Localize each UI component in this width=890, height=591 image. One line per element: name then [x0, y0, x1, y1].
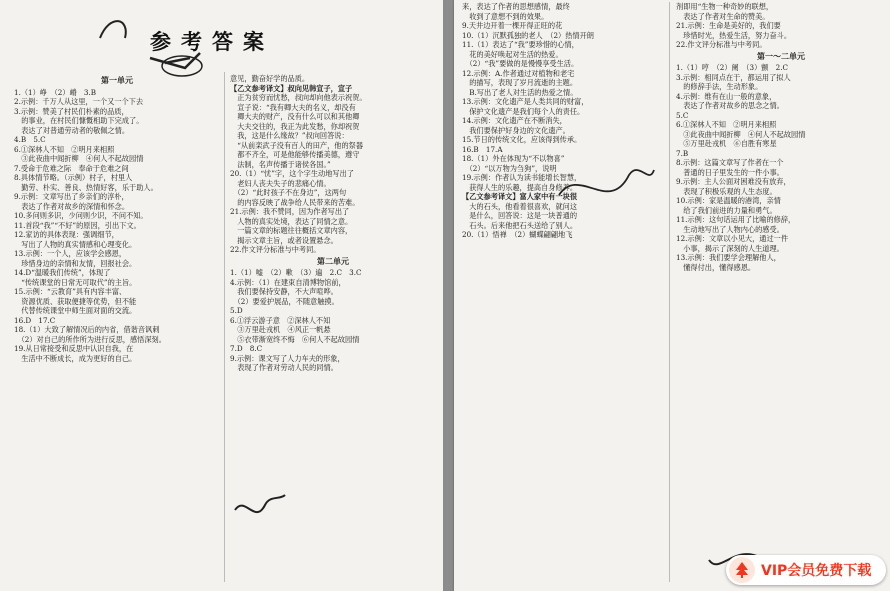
- answer-line: 是什么，回答说：这是一块普通的: [462, 211, 578, 220]
- answer-line: 12.示例：文章以小见大，通过一件: [676, 234, 789, 243]
- answer-line: 3.示例：相同点在于，都运用了拟人: [676, 72, 791, 82]
- answer-line: 一篇文章的标题往往概括文章内容，: [230, 226, 353, 235]
- answer-line: 9.示例：主人公面对困难没有放弃，: [676, 177, 791, 186]
- section-heading: 第二单元: [317, 256, 349, 266]
- document-page-right: [454, 0, 890, 591]
- answer-line: 写出了人物的真实情感和心理变化。: [14, 239, 137, 249]
- answer-line: 2.示例：千万人从这里，一个又一个下去: [14, 97, 144, 106]
- answer-line: 表达了对普通劳动者的敬佩之情。: [14, 125, 130, 135]
- answer-line: 勤劳、朴实、善良、热情好客，乐于助人。: [14, 182, 158, 192]
- answer-line: 13.示例：一个人，应该学会感恩，: [14, 249, 127, 258]
- answer-line: 我，这是什么缘故？”叔向回答说：: [230, 131, 349, 140]
- answer-line: 表达了作者对生命的赞美。: [676, 11, 770, 21]
- answer-line: 12.示例：A.作者通过对植物和老宅: [462, 68, 575, 78]
- answer-line: 6.①深林人不知 ②明月来相照: [676, 120, 777, 129]
- answer-line: 19.从日常接受和反思中认识自我，在: [14, 344, 134, 353]
- answer-line: 22.作文评分标准与中考同。: [230, 245, 321, 254]
- answer-line: “传统课堂的日常无可取代”的主旨。: [14, 277, 137, 287]
- answer-line: 普通的日子里发生的一件小事。: [676, 167, 784, 177]
- answer-line: 珍惜身边的亲情和友情，回报社会。: [14, 258, 137, 268]
- answer-line: 22.作文评分标准与中考同。: [676, 40, 767, 49]
- answer-line: 石头。后来他把石头送给了别人。: [462, 220, 578, 230]
- answer-line: 19.示例：作者认为读书能增长智慧，: [462, 173, 582, 182]
- answer-line: 16.D 17.C: [14, 315, 56, 325]
- answer-line: B.写出了老人对生活的热爱之情。: [462, 87, 578, 97]
- answer-line: 代替传统课堂中师生面对面的交流。: [14, 306, 137, 315]
- answer-line: ③万里赴戎机 ④风正一帆悬: [230, 325, 331, 334]
- answer-line: （2）要爱护展品，不随意触摸。: [230, 296, 339, 306]
- answer-line: 15.节日的传统文化，应该得到传承。: [462, 135, 582, 144]
- answer-line: 保护文化遗产是我们每个人的责任。: [462, 106, 585, 116]
- answer-line: 表现了积极乐观的人生态度。: [676, 186, 777, 196]
- answer-line: 的描写，表现了岁月流逝的主题。: [462, 78, 578, 87]
- answer-line: （2）“我”要做的是慢慢享受生活。: [462, 59, 579, 68]
- answer-line: 都不齐全，可是他能够传播美德，遵守: [230, 150, 360, 159]
- answer-line: 正为贫穷而忧愁，叔向却向他表示祝贺。: [230, 93, 367, 102]
- answer-line: 8.示例：这篇文章写了作者在一个: [676, 158, 784, 167]
- answer-line: 20.（1）“忧”字，这个字生动地写出了: [230, 169, 354, 178]
- answer-line: 20.（1）悟禅 （2）蝴蝶翩翩地飞: [462, 230, 573, 239]
- section-heading: 第一单元: [101, 76, 133, 85]
- answer-line: 意见，勤奋好学的品质。: [230, 74, 310, 83]
- answer-line: 小事，揭示了深刻的人生道理。: [676, 243, 784, 253]
- answer-line: 4.示例：（1）在建束自清博物馆前，: [230, 277, 346, 287]
- answer-line: 6.①深林人不知 ②明月来相照: [14, 144, 115, 154]
- answer-line: 表现了作者对劳动人民的同情。: [230, 363, 338, 372]
- answer-line: 给了我们前进的力量和勇气。: [676, 205, 777, 215]
- answer-line: 7.B: [676, 148, 689, 158]
- answer-line: 花的美好唤起对生活的热爱。: [462, 49, 563, 59]
- answer-line: 剂即用“生物一种奇妙的联想，: [676, 2, 774, 11]
- page-gutter: [443, 0, 454, 591]
- answer-line: 11.首段“我”“不好”的原因，引出下文。: [14, 220, 141, 230]
- answer-line: 珍惜时光，热爱生活，努力奋斗。: [676, 30, 792, 40]
- answer-line: 的事业，在村民们慷慨相助下完成了。: [14, 116, 144, 125]
- answer-line: 14.D“温暖我们传统”，体现了: [14, 268, 111, 277]
- answer-line: 21.示例：生命是美好的，我们要: [676, 21, 781, 30]
- answer-line: 13.示例：我们要学会理解他人，: [676, 253, 781, 262]
- answer-line: 来，表达了作者的思想感情，最终: [462, 2, 570, 11]
- answer-line: 15.示例：“云教育”具有内容丰富、: [14, 287, 127, 296]
- answer-line: 7.D 8.C: [230, 344, 263, 353]
- answer-column-left-2: [230, 74, 436, 586]
- answer-line: 【乙文参考译文】叔向见韩宣子，宣子: [230, 83, 353, 93]
- answer-line: 【乙文参考译文】富人家中有一块很: [462, 192, 578, 201]
- answer-line: “从前栾武子没有百人的田产，他的祭器: [230, 140, 364, 150]
- answer-line: 卿大夫的财产，没有什么可以和其他卿: [230, 112, 360, 121]
- answer-line: 我们要保持安静，不大声喧哗。: [230, 287, 338, 296]
- answer-line: 16.B 17.A: [462, 144, 503, 154]
- answer-line: 1.（1）峥 （2）嵴 3.B: [14, 87, 97, 97]
- tree-icon: [729, 557, 755, 583]
- answer-line: 表达了作者对故乡的思念之情。: [676, 101, 784, 110]
- answer-line: 1.（1）嘘 （2）嗽 （3）遍 2.C 3.C: [230, 268, 362, 277]
- answer-line: 8.具体情节略。（示例）村子，村里人: [14, 173, 133, 182]
- answer-line: 法制，名声传播于诸侯各国。”: [230, 159, 331, 169]
- answer-line: 资源优质、获取便捷等优势，但不能: [14, 296, 137, 306]
- page-title: 参考答案: [150, 29, 274, 54]
- answer-line: 收到了意想不到的效果。: [462, 11, 549, 21]
- answer-line: 揭示文章主旨，或者设置悬念。: [230, 235, 338, 245]
- answer-line: ③此夜曲中闻折柳 ④何人不起故园情: [676, 129, 806, 139]
- answer-line: 的内容反映了战争给人民带来的苦难。: [230, 197, 360, 207]
- answer-line: 9.天井边开着一棵开得正旺的花: [462, 21, 563, 30]
- answer-line: 生活中不断成长，成为更好的自己。: [14, 353, 137, 363]
- answer-line: 表达了作者对故乡的深情和怀念。: [14, 201, 130, 211]
- answer-line: （2）“以万物为刍狗”，说明: [462, 163, 557, 173]
- vip-download-label: VIP会员免费下载: [761, 563, 872, 579]
- answer-line: 人物的真实处境，表达了同情之意。: [230, 216, 353, 226]
- answer-line: 宣子说：“我有卿大夫的名义，却没有: [230, 102, 356, 112]
- answer-line: （2）“此时孩子不在身边”，这两句: [230, 188, 347, 197]
- answer-line: 21.示例：我不赞同，因为作者写出了: [230, 207, 350, 216]
- answer-line: 3.示例：赞美了村民们朴素的品质，: [14, 106, 129, 116]
- answer-line: （2）对自己的所作所为进行反思，感悟深刻。: [14, 334, 166, 344]
- section-heading: 第一～二单元: [757, 51, 805, 61]
- answer-line: 1.（1）哼 （2）阑 （3）颤 2.C: [676, 63, 788, 72]
- answer-line: 10.（1）沉默孤独的老人 （2）热情开朗: [462, 30, 594, 40]
- answer-line: 大的石头，他看着很喜欢，就问这: [462, 201, 578, 211]
- answer-line: 9.示例：课文写了人力车夫的形象，: [230, 353, 345, 363]
- answer-line: 13.示例：文化遗产是人类共同的财富，: [462, 97, 589, 106]
- answer-line: 获得人生的乐趣，提高自身修养。: [462, 182, 578, 192]
- answer-line: 18.（1）外在体现为“不以物喜”: [462, 154, 565, 163]
- answer-line: 生动地写出了人物内心的感受。: [676, 224, 784, 234]
- answer-line: 4.B 5.C: [14, 135, 46, 144]
- answer-line: 老妇人丧夫失子的悲痛心情。: [230, 178, 331, 188]
- answer-line: 的修辞手法，生动形象。: [676, 82, 763, 91]
- answer-line: 大夫交往的，我正为此发愁，你却祝贺: [230, 121, 360, 131]
- answer-line: 4.示例：维有在山一般的意象，: [676, 91, 777, 101]
- answer-line: 5.D: [230, 306, 243, 315]
- answer-line: 5.C: [676, 110, 689, 120]
- document-page-left: [0, 0, 443, 591]
- column-divider: [224, 72, 225, 582]
- answer-line: ⑤万里赴戎机 ⑥自胜有寒星: [676, 139, 777, 148]
- answer-line: 11.（1）表达了“我”要珍惜的心情，: [462, 40, 579, 49]
- answer-column-right-2: [676, 2, 886, 587]
- vip-download-button[interactable]: [726, 555, 886, 585]
- answer-line: 10.多问则多识，少问则少识，不问不知。: [14, 211, 148, 220]
- answer-line: 懂得付出，懂得感恩。: [676, 262, 756, 272]
- answer-line: 12.家访的具体表现：强调细节，: [14, 230, 119, 239]
- answer-line: 6.①浮云游子意 ②深林人不知: [230, 315, 331, 325]
- answer-line: 14.示例：文化遗产在不断消失，: [462, 116, 567, 125]
- column-divider: [669, 2, 670, 582]
- answer-line: 7.受命于危难之际 奉命于危难之间: [14, 163, 129, 173]
- answer-line: 我们要保护好身边的文化遗产。: [462, 125, 570, 135]
- answer-line: ③此夜曲中闻折柳 ④何人不起故园情: [14, 154, 144, 163]
- answer-column-right-1: [462, 2, 664, 587]
- answer-line: ⑤衣带渐宽终不悔 ⑥何人不起故园情: [230, 334, 360, 344]
- answer-line: 11.示例：这句话运用了比喻的修辞，: [676, 215, 796, 224]
- answer-line: 10.示例：家是温暖的港湾，亲情: [676, 196, 781, 205]
- answer-line: 18.（1）大致了解情况后的内省，借谐音讽刺: [14, 325, 160, 334]
- answer-column-left-1: [14, 74, 220, 586]
- answer-line: 9.示例：文章写出了乡亲们的淳朴，: [14, 192, 129, 201]
